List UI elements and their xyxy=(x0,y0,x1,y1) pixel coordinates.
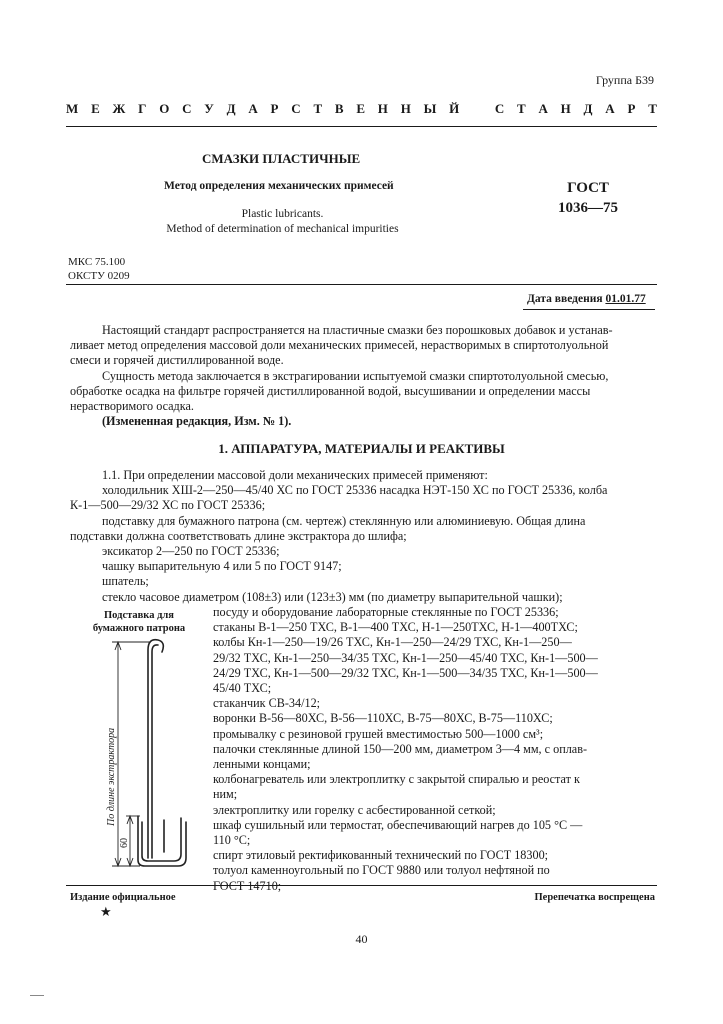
document-subtitle: Метод определения механических примесей xyxy=(164,180,394,192)
banner-letter: С xyxy=(494,101,505,116)
clause-1-1 xyxy=(70,468,655,605)
flasks-line3: 24/29 ТХС, Кн-1—500—29/32 ТХС, Кн-1—500—34/35 ТХС, Кн-1—500— xyxy=(213,665,598,680)
watch-glass-item: стекло часовое диаметром (108±3) или (123±3) мм (по диаметру выпарительной чашки); xyxy=(102,589,563,604)
heater-line2: ним; xyxy=(213,787,238,802)
scope-line2: ливает метод определения массовой доли механических примесей, нерастворимых в спиртотолуольной xyxy=(70,338,609,353)
codes-rule xyxy=(66,284,657,285)
mks-code: МКС 75.100 xyxy=(68,256,126,268)
figure-caption-line1: Подставка для xyxy=(104,610,174,621)
banner-letter: Т xyxy=(313,101,323,116)
flasks-line4: 45/40 ТХС; xyxy=(213,681,272,696)
banner-letter: С xyxy=(291,101,301,116)
gost-code: 1036—75 xyxy=(558,200,618,216)
corner-mark xyxy=(30,995,44,996)
amendment-note xyxy=(70,414,655,429)
english-title xyxy=(140,207,425,237)
page-number: 40 xyxy=(355,932,368,946)
cooler-line1: холодильник ХШ-2—250—45/40 ХС по ГОСТ 25336 насадка НЭТ-150 ХС по ГОСТ 25336, колба xyxy=(102,483,608,498)
flasks-line1: колбы Кн-1—250—19/26 ТХС, Кн-1—250—24/29 ТХС, Кн-1—250— xyxy=(213,635,572,650)
banner-letter: Е xyxy=(356,101,366,116)
banner-letter: Ы xyxy=(423,101,437,116)
banner-letter: С xyxy=(182,101,192,116)
star-icon: ★ xyxy=(100,904,112,919)
banner-letter: У xyxy=(204,101,214,116)
clause-intro: 1.1. При определении массовой доли механических примесей применяют: xyxy=(102,468,488,482)
group-code: Группа Б39 xyxy=(595,73,654,87)
glass-rods-line2: ленными концами; xyxy=(213,757,311,772)
amendment-text: (Измененная редакция, Изм. № 1). xyxy=(102,414,292,428)
banner-letter: Н xyxy=(377,101,388,116)
oven-line1: шкаф сушильный или термостат, обеспечивающий нагрев до 105 °С — xyxy=(213,817,583,832)
banner-letter: Т xyxy=(517,101,526,116)
banner-letter: Й xyxy=(449,101,460,116)
figure-caption-line2: бумажного патрона xyxy=(92,623,186,634)
heater-line1: колбонагреватель или электроплитку с закрытой спиралью и реостат к xyxy=(213,772,580,787)
banner-letter: Е xyxy=(91,101,100,116)
banner-letter: Д xyxy=(226,101,236,116)
banner-letter: Н xyxy=(560,101,571,116)
reprint-prohibited-note: Перепечатка воспрещена xyxy=(534,892,655,903)
banner-letter: Н xyxy=(400,101,411,116)
intro-date-rule xyxy=(523,309,655,310)
banner-letter: А xyxy=(248,101,258,116)
ethanol-item: спирт этиловый ректификованный технический по ГОСТ 18300; xyxy=(213,848,549,863)
banner-letter: Р xyxy=(270,101,279,116)
banner-letter: Ж xyxy=(112,101,126,116)
scope-line3: смеси и горячей дистиллированной воде. xyxy=(70,353,284,368)
flasks-line2: 29/32 ТХС, Кн-1—250—34/35 ТХС, Кн-1—250—45/40 ТХС, Кн-1—500— xyxy=(213,650,598,665)
introduction-date xyxy=(527,293,646,305)
essence-line3: нерастворимого осадка. xyxy=(70,399,194,414)
dish-item: чашку выпарительную 4 или 5 по ГОСТ 9147; xyxy=(102,559,342,574)
banner-letter: Т xyxy=(648,101,657,116)
banner-letter: А xyxy=(605,101,615,116)
okstu-code: ОКСТУ 0209 xyxy=(68,270,130,282)
stand-line2: подставки должна соответствовать длине экстрактора до шлифа; xyxy=(70,528,407,543)
gost-number xyxy=(548,178,628,218)
clause-equipment-list xyxy=(213,605,655,894)
footer-rule xyxy=(66,885,657,886)
stand-line1: подставку для бумажного патрона (см. чертеж) стеклянную или алюминиевую. Общая длина xyxy=(102,513,586,528)
banner-letter: А xyxy=(538,101,548,116)
document-title: СМАЗКИ ПЛАСТИЧНЫЕ xyxy=(202,151,361,166)
desiccator-item: эксикатор 2—250 по ГОСТ 25336; xyxy=(102,544,280,559)
section-heading: 1. АППАРАТУРА, МАТЕРИАЛЫ И РЕАКТИВЫ xyxy=(218,441,505,456)
banner-letter: О xyxy=(159,101,170,116)
oven-line2: 110 °С; xyxy=(213,833,251,848)
scope-line1: Настоящий стандарт распространяется на пластичные смазки без порошковых добавок и устанав- xyxy=(102,323,613,337)
standard-banner xyxy=(66,101,657,117)
paragraph-scope xyxy=(70,323,655,369)
hotplate-item: электроплитку или горелку с асбестированной сеткой; xyxy=(213,802,496,817)
banner-letter: Р xyxy=(627,101,636,116)
overall-length-label: По длине экстрактора xyxy=(106,727,117,826)
paragraph-essence xyxy=(70,369,655,415)
banner-rule xyxy=(66,126,657,127)
classification-codes xyxy=(68,255,130,283)
essence-line1: Сущность метода заключается в экстрагировании испытуемой смазки спиртотолуольной смесью, xyxy=(102,369,609,383)
banner-letter: М xyxy=(66,101,79,116)
gost-label: ГОСТ xyxy=(567,180,609,196)
intro-date-value: 01.01.77 xyxy=(605,293,646,305)
glassware-item: посуду и оборудование лабораторные стеклянные по ГОСТ 25336; xyxy=(213,605,559,619)
english-title-line2: Method of determination of mechanical impurities xyxy=(166,223,399,235)
banner-letter: Г xyxy=(138,101,147,116)
height-60-label: 60 xyxy=(119,838,130,848)
beakers-item: стаканы В-1—250 ТХС, В-1—400 ТХС, Н-1—250ТХС, Н-1—400ТХС; xyxy=(213,620,578,635)
intro-date-label: Дата введения xyxy=(527,293,603,305)
banner-letter xyxy=(472,101,482,117)
essence-line2: обработке осадка на фильтре горячей дистиллированной водой, высушивании и определении массы xyxy=(70,384,591,399)
figure-caption xyxy=(74,609,204,635)
wash-bottle-item: промывалку с резиновой грушей вместимостью 500—1000 см³; xyxy=(213,726,544,741)
banner-letter: Д xyxy=(583,101,593,116)
cartridge-stand-drawing xyxy=(90,636,210,872)
official-edition-note: Издание официальное xyxy=(70,892,176,903)
glass-rods-line1: палочки стеклянные длиной 150—200 мм, диаметром 3—4 мм, с оплав- xyxy=(213,741,588,756)
toluene-line2: ГОСТ 14710; xyxy=(213,878,282,893)
cooler-line2: К-1—500—29/32 ХС по ГОСТ 25336; xyxy=(70,498,266,513)
weighing-cup-item: стаканчик СВ-34/12; xyxy=(213,696,321,711)
banner-letter: В xyxy=(334,101,344,116)
spatula-item: шпатель; xyxy=(102,574,149,589)
english-title-line1: Plastic lubricants. xyxy=(241,208,324,220)
toluene-line1: толуол каменноугольный по ГОСТ 9880 или толуол нефтяной по xyxy=(213,863,550,878)
funnels-item: воронки В-56—80ХС, В-56—110ХС, В-75—80ХС, В-75—110ХС; xyxy=(213,711,553,726)
